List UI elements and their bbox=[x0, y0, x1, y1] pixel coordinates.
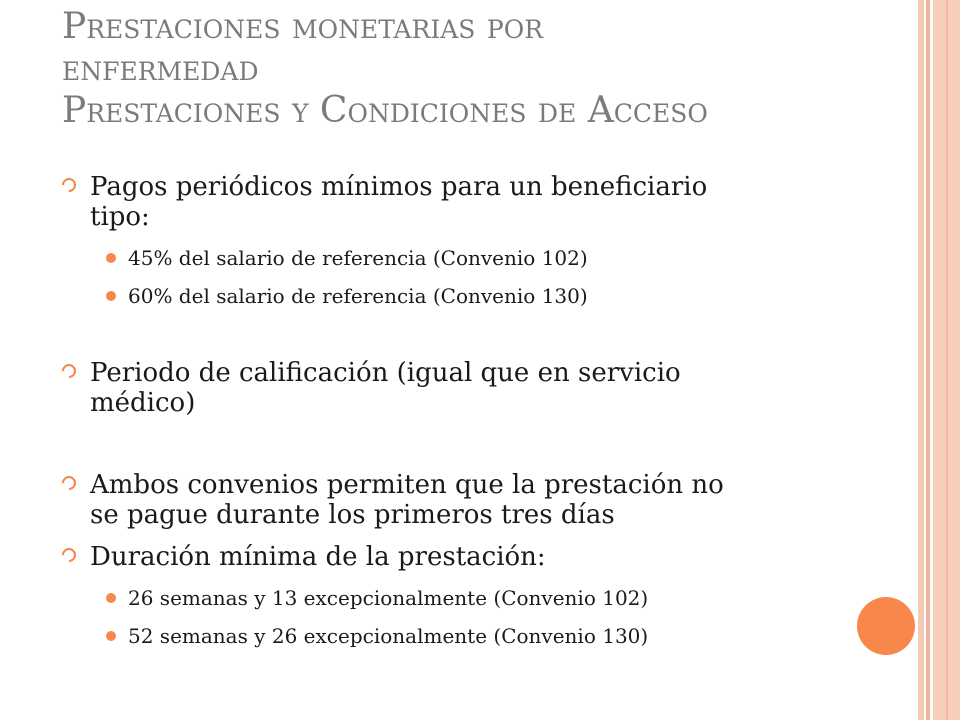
dot-icon bbox=[106, 593, 116, 603]
sub-bullet-item bbox=[62, 246, 822, 270]
title-line-3: Prestaciones y Condiciones de Acceso bbox=[62, 90, 708, 131]
sub-bullet-text: 60% del salario de referencia (Convenio 130) bbox=[128, 284, 588, 308]
sub-bullet-item bbox=[62, 586, 822, 610]
title-line-2: enfermedad bbox=[62, 48, 259, 89]
dot-icon bbox=[106, 291, 116, 301]
bullet-item bbox=[62, 358, 822, 418]
bullet-icon bbox=[59, 361, 79, 381]
sub-bullet-text: 52 semanas y 26 excepcionalmente (Convenio 130) bbox=[128, 624, 649, 648]
sub-bullet-text: 26 semanas y 13 excepcionalmente (Convenio 102) bbox=[128, 586, 649, 610]
bullet-icon bbox=[59, 175, 79, 195]
sub-bullet-item bbox=[62, 624, 822, 648]
sub-bullet-item bbox=[62, 284, 822, 308]
bullet-text: tipo: bbox=[90, 202, 150, 232]
title-line-1: Prestaciones monetarias por bbox=[62, 6, 544, 47]
bullet-text: Pagos periódicos mínimos para un beneficiario bbox=[90, 172, 708, 202]
bullet-text: se pague durante los primeros tres días bbox=[90, 500, 615, 530]
bullet-text: Duración mínima de la prestación: bbox=[90, 542, 546, 572]
sub-bullet-text: 45% del salario de referencia (Convenio 102) bbox=[128, 246, 588, 270]
bullet-item bbox=[62, 542, 822, 572]
bullet-text: Periodo de calificación (igual que en servicio bbox=[90, 358, 681, 388]
dot-icon bbox=[106, 253, 116, 263]
bullet-text: Ambos convenios permiten que la prestación no bbox=[90, 470, 724, 500]
bullet-icon bbox=[59, 473, 79, 493]
bullet-item bbox=[62, 172, 822, 232]
slide-title bbox=[62, 6, 882, 132]
dot-icon bbox=[106, 631, 116, 641]
bullet-list bbox=[62, 172, 822, 648]
bullet-icon bbox=[59, 545, 79, 565]
bullet-text: médico) bbox=[90, 388, 196, 418]
bullet-item bbox=[62, 470, 822, 530]
decorative-circle bbox=[857, 597, 915, 655]
border-stripe bbox=[946, 0, 948, 720]
